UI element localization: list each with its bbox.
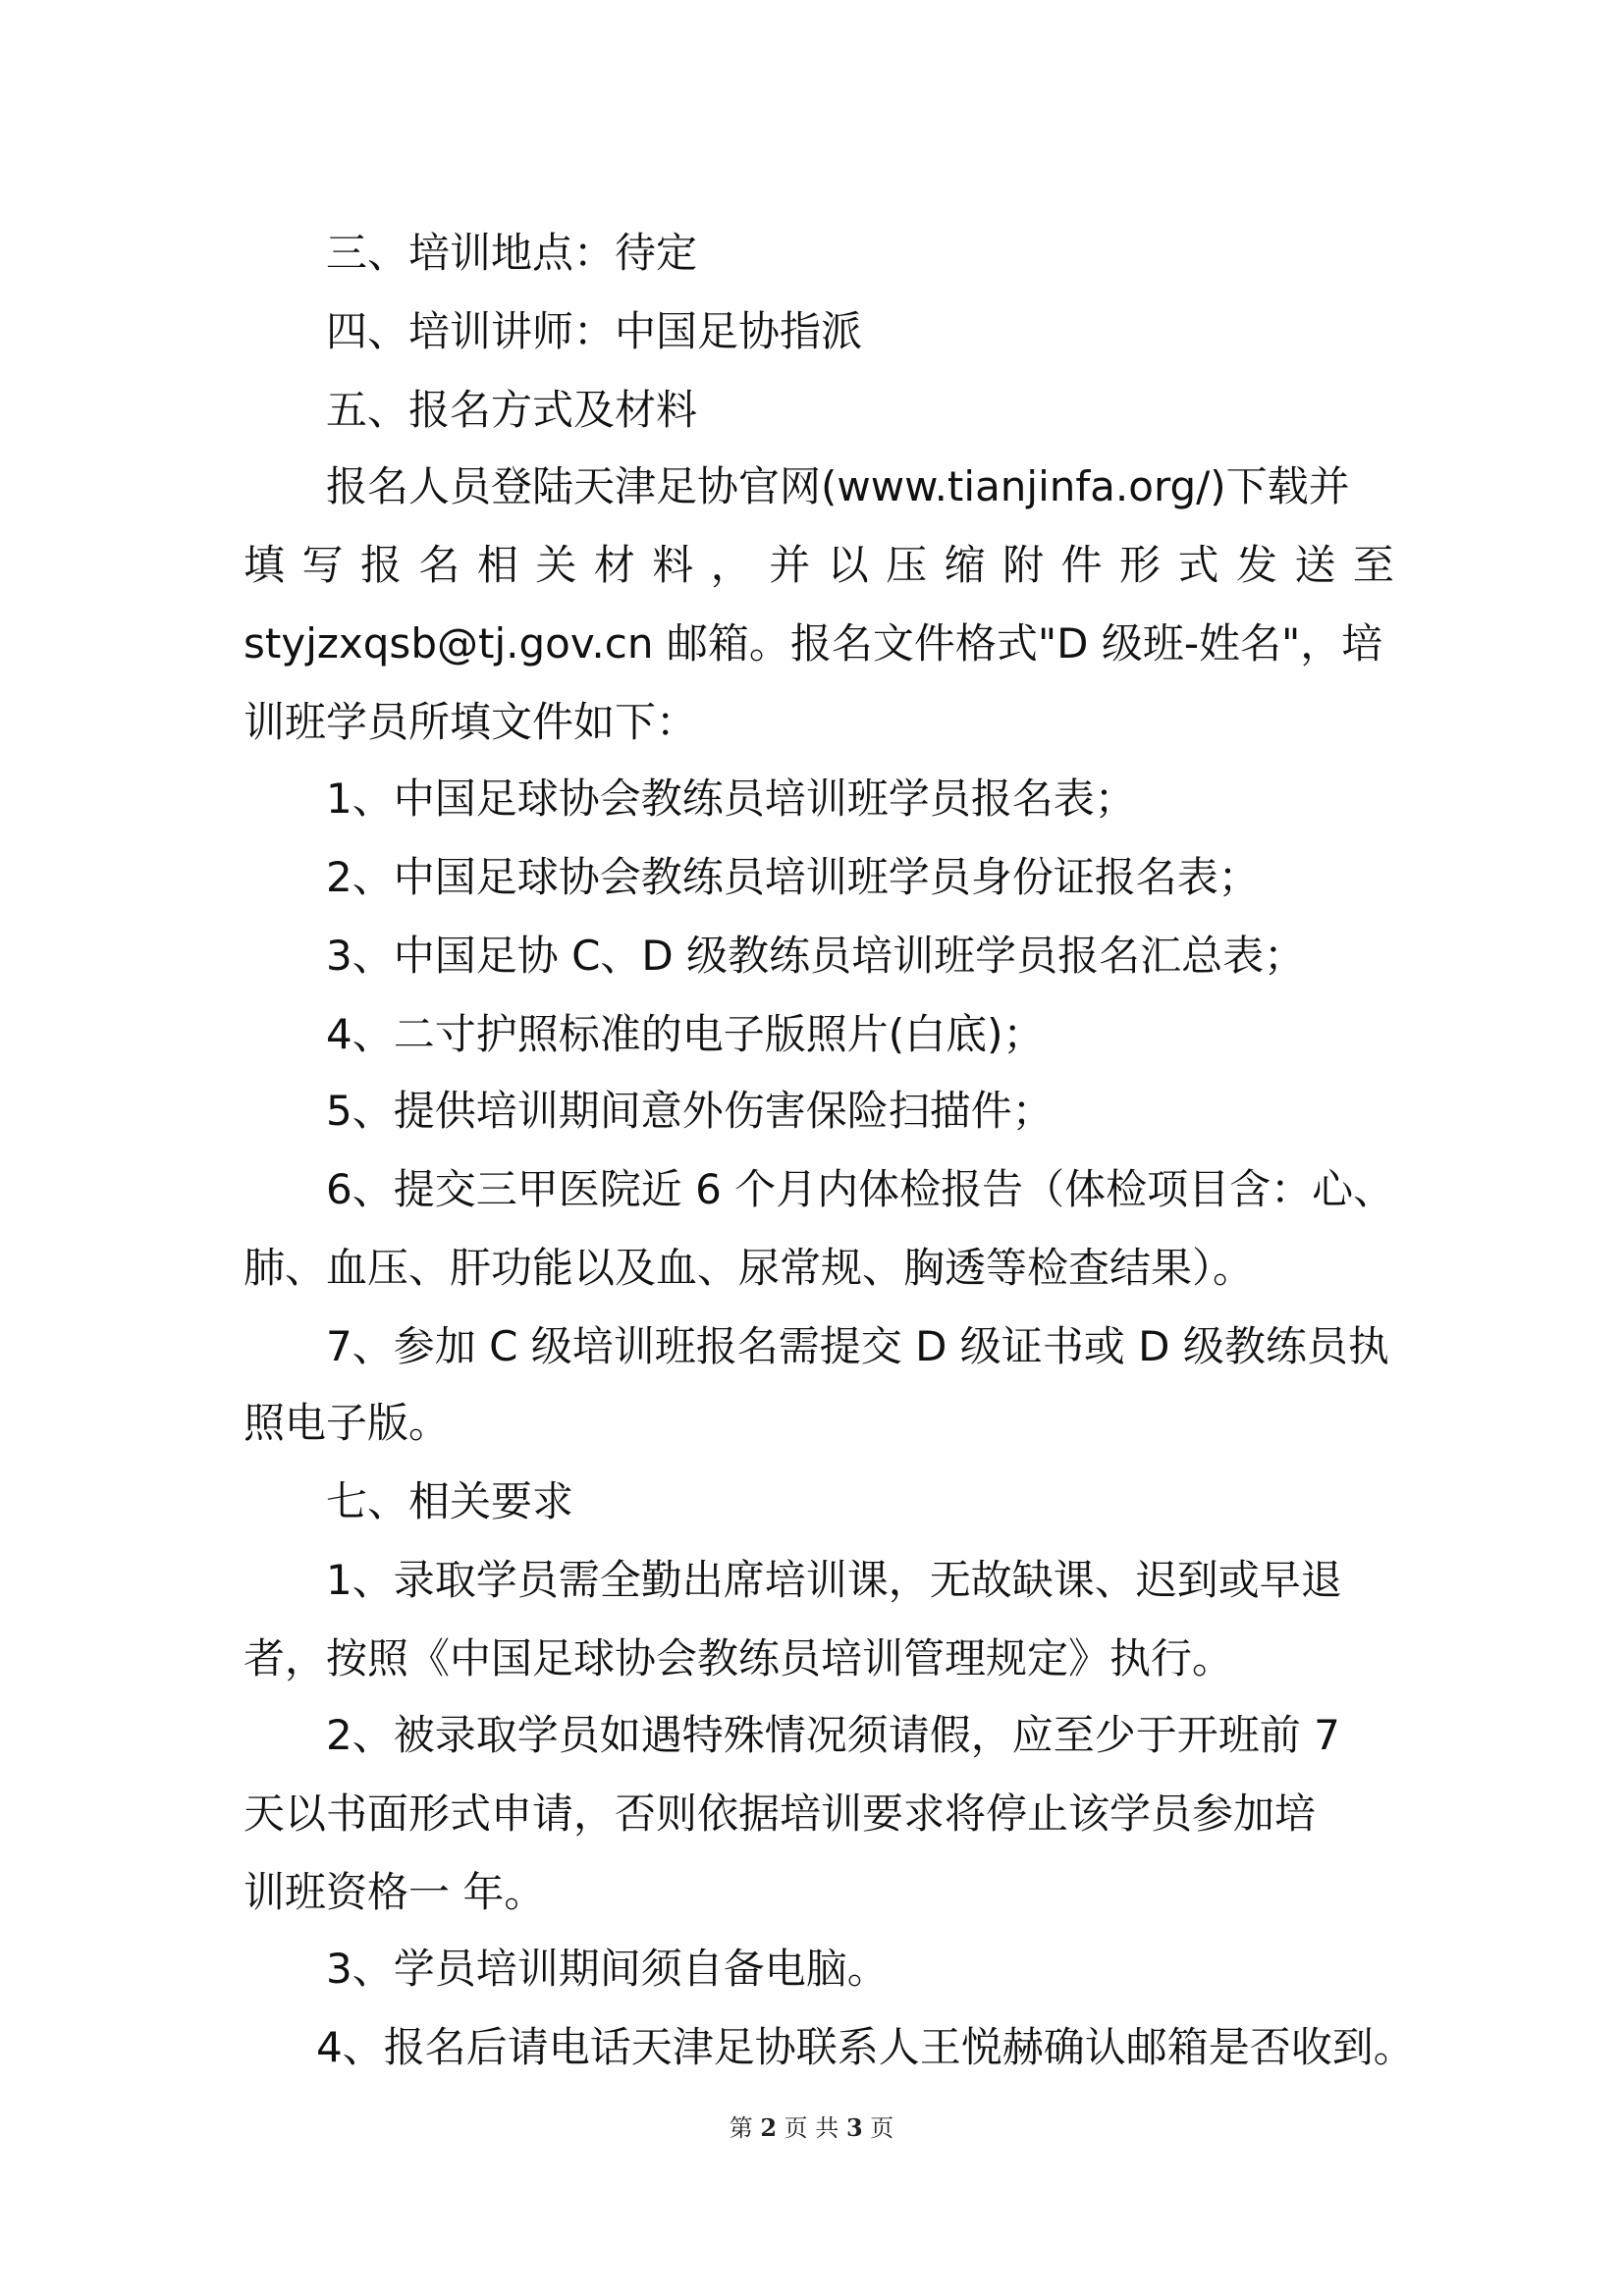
requirement-3: 3、学员培训期间须自备电脑。 — [326, 1945, 889, 1993]
list-item-3: 3、中国足协 C、D 级教练员培训班学员报名汇总表； — [326, 932, 1306, 980]
requirement-2-line-1: 2、被录取学员如遇特殊情况须请假，应至少于开班前 7 — [326, 1711, 1340, 1759]
registration-paragraph-line-3: styjzxqsb@tj.gov.cn 邮箱。报名文件格式"D 级班-姓名"，培 — [243, 619, 1383, 667]
justified-char: 以 — [827, 541, 869, 589]
footer-prefix: 第 — [729, 2114, 753, 2142]
requirement-2-line-3: 训班资格一 年。 — [243, 1868, 546, 1916]
footer-middle: 页 共 — [784, 2114, 839, 2142]
requirement-1-line-1: 1、录取学员需全勤出席培训课，无故缺课、迟到或早退 — [326, 1556, 1342, 1604]
justified-char: 送 — [1294, 541, 1336, 589]
section-5-heading: 五、报名方式及材料 — [326, 386, 698, 434]
registration-paragraph-line-1: 报名人员登陆天津足协官网(www.tianjinfa.org/)下载并 — [326, 462, 1350, 510]
justified-char: 报 — [359, 541, 402, 589]
justified-char: 附 — [1002, 541, 1045, 589]
justified-char: 式 — [1177, 541, 1219, 589]
list-item-7-line-1: 7、参加 C 级培训班报名需提交 D 级证书或 D 级教练员执 — [326, 1322, 1389, 1370]
justified-char: 名 — [418, 541, 460, 589]
registration-paragraph-line-4: 训班学员所填文件如下： — [243, 698, 698, 746]
justified-char: 并 — [769, 541, 811, 589]
page-footer — [0, 2110, 1623, 2146]
justified-char: ， — [710, 541, 752, 589]
list-item-2: 2、中国足球协会教练员培训班学员身份证报名表； — [326, 853, 1260, 901]
list-item-6-line-1: 6、提交三甲医院近 6 个月内体检报告（体检项目含：心、 — [326, 1165, 1395, 1213]
section-4-instructor: 四、培训讲师：中国足协指派 — [326, 307, 863, 355]
justified-char: 材 — [593, 541, 635, 589]
section-7-heading: 七、相关要求 — [326, 1477, 574, 1525]
list-item-4: 4、二寸护照标准的电子版照片(白底)； — [326, 1010, 1045, 1058]
requirement-4: 4、报名后请电话天津足协联系人王悦赫确认邮箱是否收到。 — [316, 2023, 1415, 2071]
justified-char: 填 — [243, 541, 286, 589]
requirement-2-line-2: 天以书面形式申请，否则依据培训要求将停止该学员参加培 — [243, 1789, 1317, 1838]
justified-char: 压 — [886, 541, 928, 589]
list-item-5: 5、提供培训期间意外伤害保险扫描件； — [326, 1087, 1054, 1135]
footer-total-pages: 3 — [845, 2113, 863, 2142]
justified-char: 件 — [1060, 541, 1103, 589]
justified-char: 至 — [1352, 541, 1394, 589]
list-item-6-line-2: 肺、血压、肝功能以及血、尿常规、胸透等检查结果）。 — [243, 1244, 1255, 1292]
registration-paragraph-line-2 — [243, 536, 1394, 595]
justified-char: 发 — [1235, 541, 1277, 589]
footer-page-number: 2 — [760, 2113, 778, 2142]
list-item-1: 1、中国足球协会教练员培训班学员报名表； — [326, 774, 1136, 823]
list-item-7-line-2: 照电子版。 — [243, 1399, 451, 1447]
justified-char: 相 — [476, 541, 518, 589]
justified-char: 写 — [301, 541, 344, 589]
section-3-location: 三、培训地点：待定 — [326, 229, 698, 277]
requirement-1-line-2: 者，按照《中国足球协会教练员培训管理规定》执行。 — [243, 1634, 1234, 1682]
justified-char: 料 — [652, 541, 694, 589]
justified-char: 缩 — [944, 541, 986, 589]
justified-char: 形 — [1119, 541, 1162, 589]
justified-char: 关 — [535, 541, 577, 589]
footer-suffix: 页 — [870, 2114, 894, 2142]
